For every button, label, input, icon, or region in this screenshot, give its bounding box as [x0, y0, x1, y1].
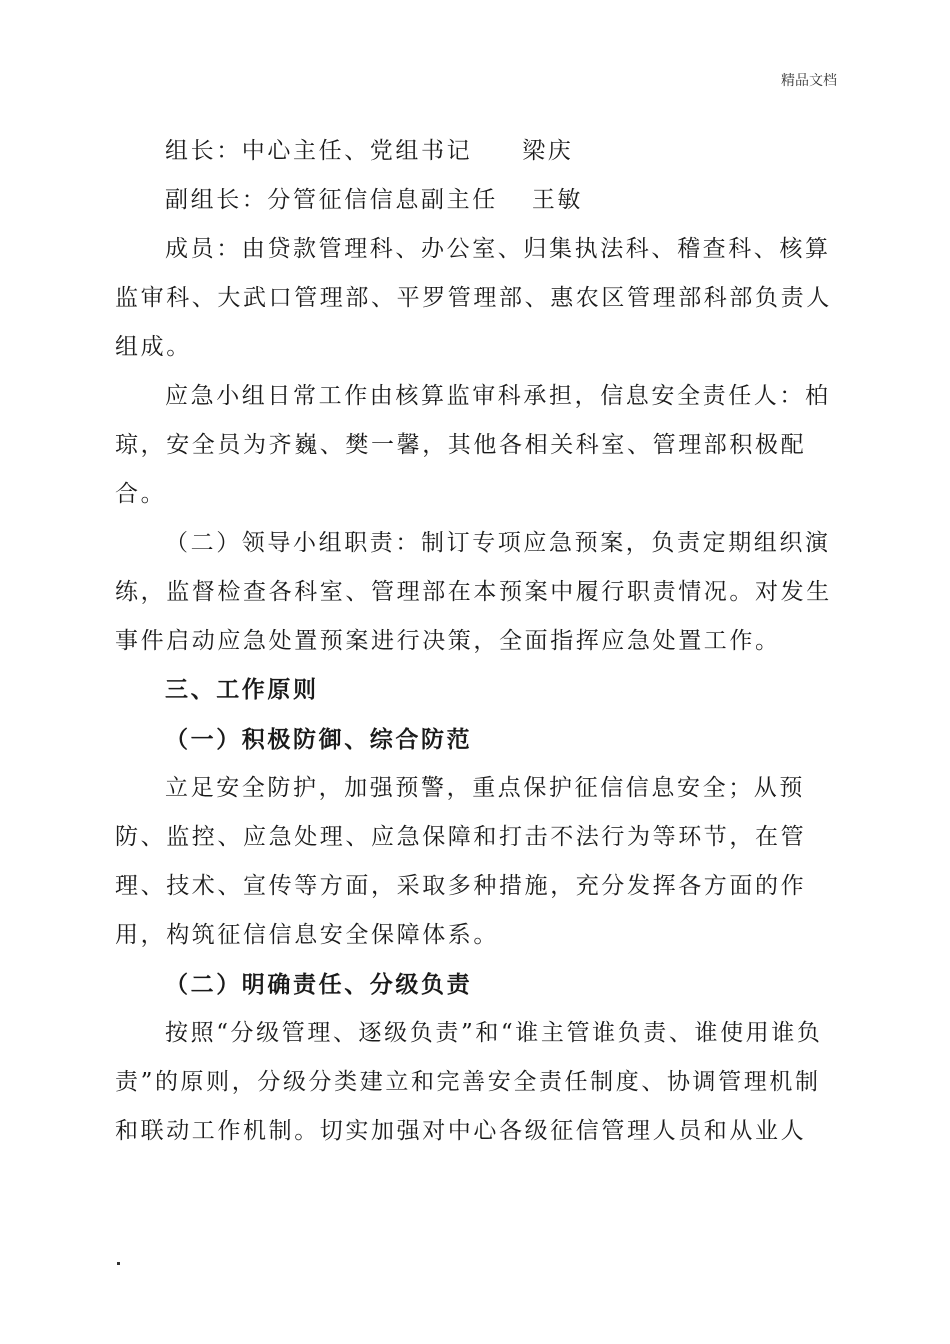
principle2-title: （二）明确责任、分级负责: [165, 971, 473, 998]
document-body: [115, 127, 837, 1156]
leader-name: 梁庆: [522, 138, 574, 164]
members-paragraph: 成员：由贷款管理科、办公室、归集执法科、稽查科、核算监审科、大武口管理部、平罗管理部、惠农区管理部科部负责人组成。: [115, 236, 832, 360]
principle1-title: （一）积极防御、综合防范: [165, 726, 473, 753]
principle1-paragraph: 立足安全防护，加强预警，重点保护征信信息安全；从预防、监控、应急处理、应急保障和打击不法行为等环节，在管理、技术、宣传等方面，采取多种措施，充分发挥各方面的作用，构筑征信信息安全保障体系。: [115, 775, 807, 948]
duties-paragraph: （二）领导小组职责：制订专项应急预案，负责定期组织演练，监督检查各科室、管理部在本预案中履行职责情况。对发生事件启动应急处置预案进行决策，全面指挥应急处置工作。: [115, 530, 832, 654]
principle2-paragraph: 按照“分级管理、逐级负责”和“谁主管谁负责、谁使用谁负责”的原则，分级分类建立和完善安全责任制度、协调管理机制和联动工作机制。切实加强对中心各级征信管理人员和从业人: [115, 1020, 823, 1144]
footer-mark: [117, 1262, 120, 1265]
deputy-role: 副组长：分管征信信息副主任: [165, 187, 498, 213]
section-heading: 三、工作原则: [165, 677, 319, 703]
deputy-name: 王敏: [531, 187, 584, 213]
leader-role: 组长：中心主任、党组书记: [165, 138, 473, 164]
deputy-line: [115, 176, 837, 225]
leader-line: [115, 127, 837, 176]
header-watermark: 精品文档: [781, 73, 837, 89]
daily-work-paragraph: 应急小组日常工作由核算监审科承担，信息安全责任人：柏琼，安全员为齐巍、樊一馨，其他各相关科室、管理部积极配合。: [115, 383, 831, 507]
